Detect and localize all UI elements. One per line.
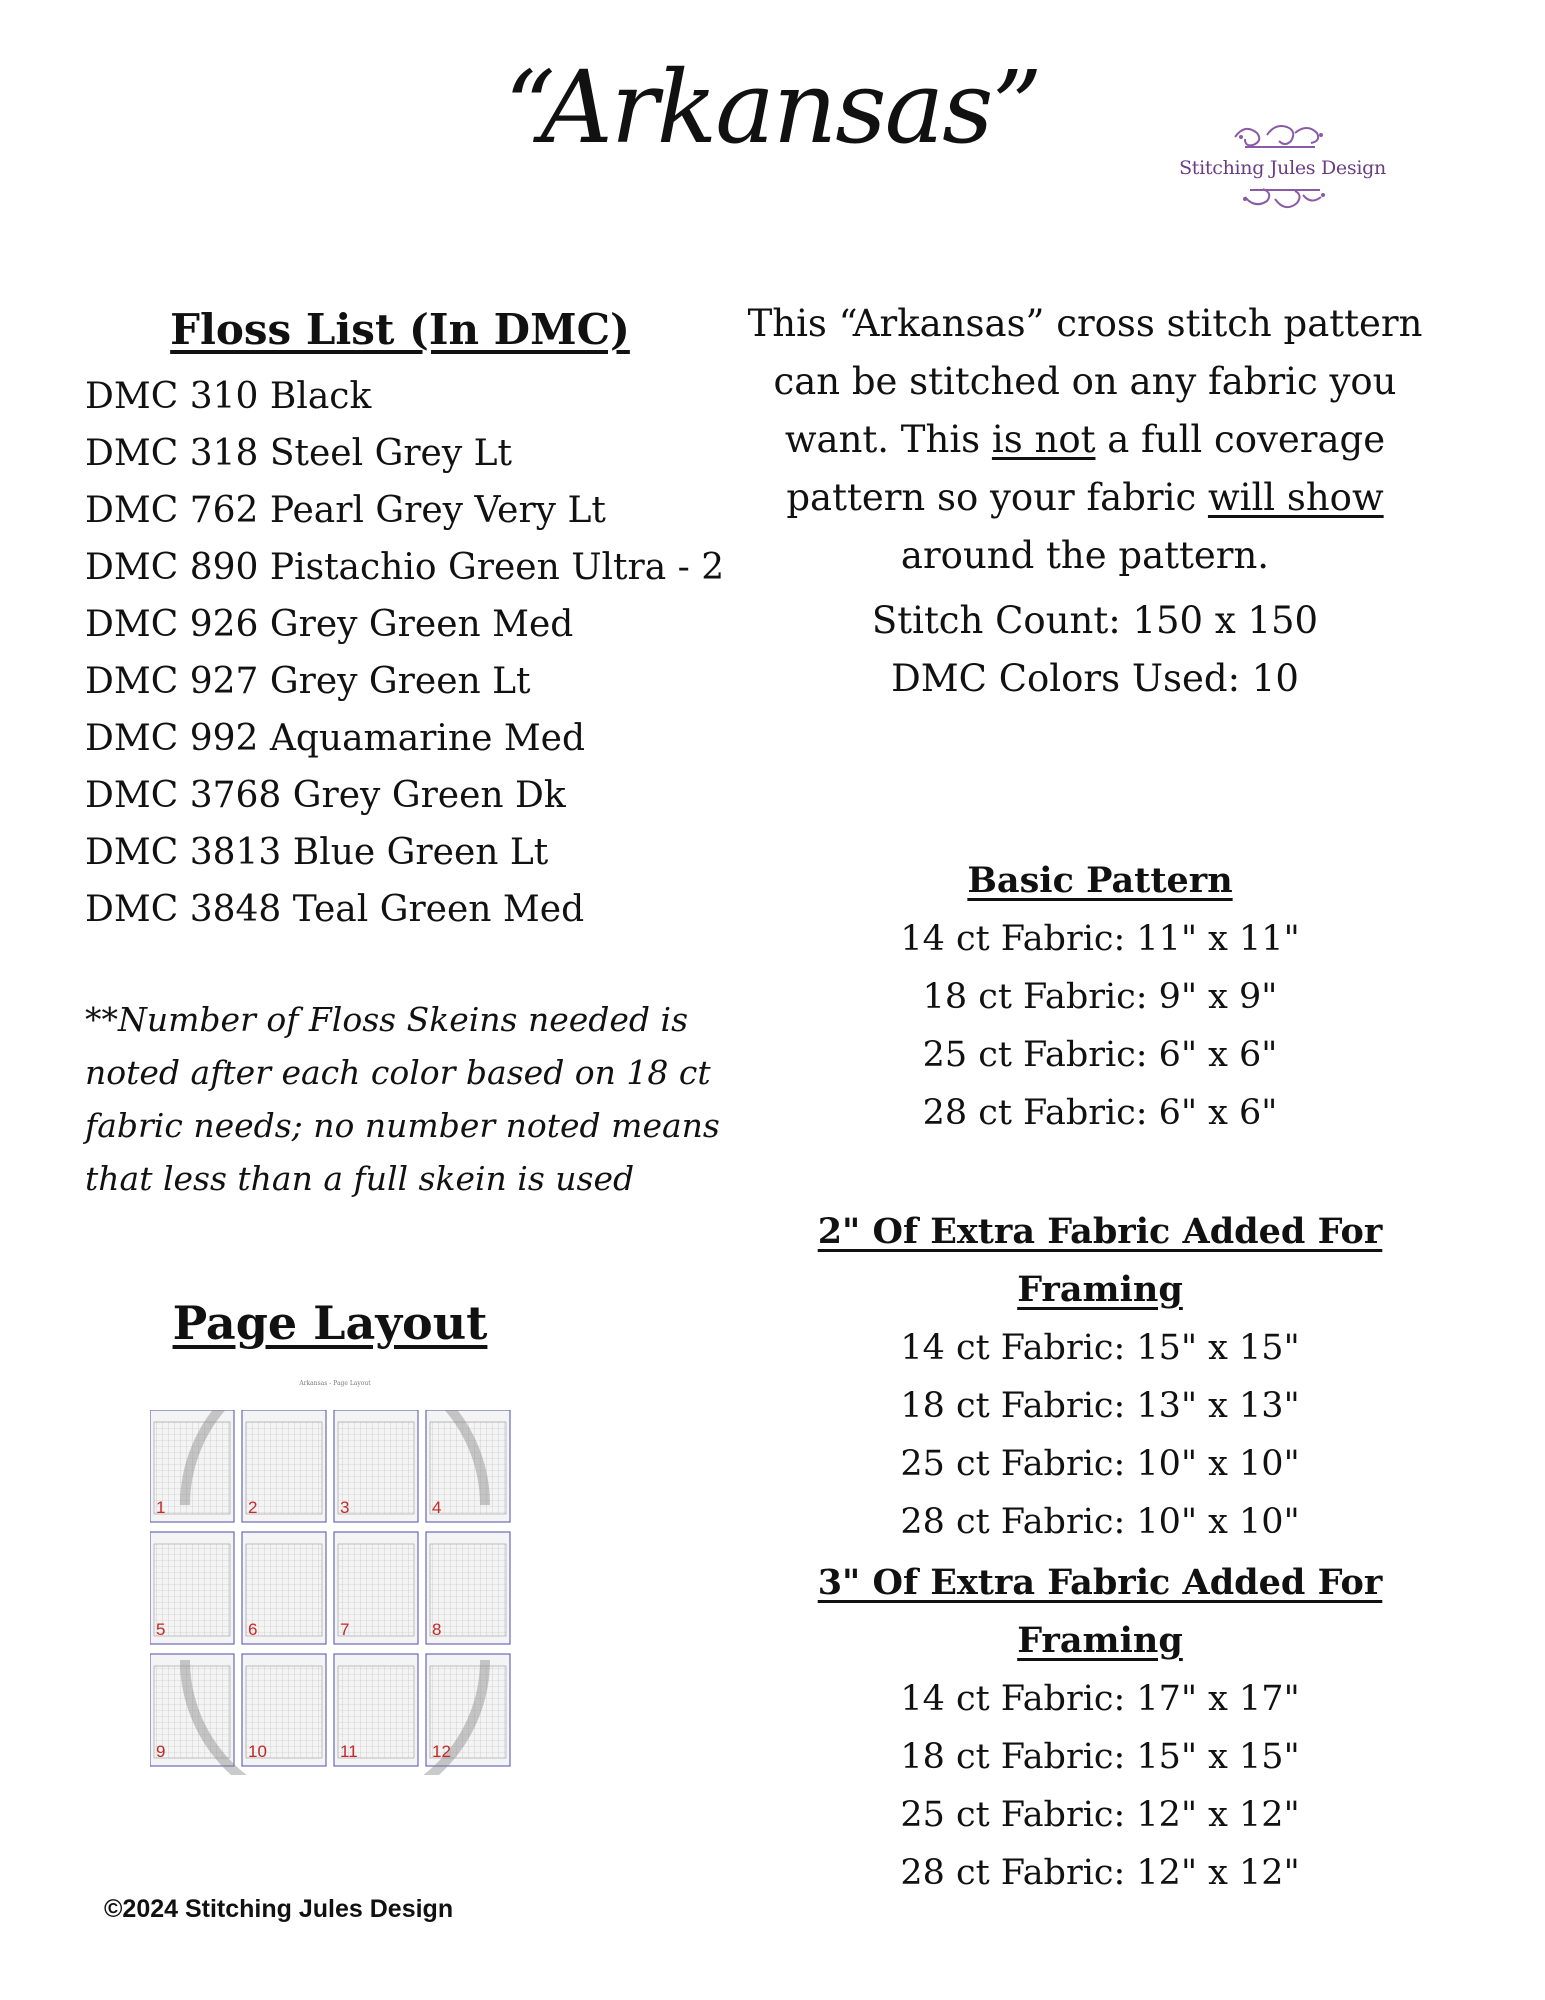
floss-item: DMC 318 Steel Grey Lt [85, 433, 512, 474]
size-row: 14 ct Fabric: 17" x 17" [900, 1679, 1300, 1719]
page-layout-thumbnails [150, 1410, 520, 1775]
logo-text: Stitching Jules Design [1179, 157, 1386, 179]
page-number: 2 [248, 1498, 258, 1517]
floss-item: DMC 890 Pistachio Green Ultra - 2 [85, 547, 725, 588]
intro-is-not: is not [991, 418, 1096, 461]
intro-will-show: will show [1207, 476, 1384, 519]
page-number: 1 [156, 1498, 166, 1517]
floss-item: DMC 310 Black [85, 376, 372, 417]
size-row: 25 ct Fabric: 12" x 12" [900, 1795, 1300, 1835]
page-number: 7 [340, 1620, 350, 1639]
extra-2in-heading: 2" Of Extra Fabric Added For Framing [817, 1211, 1383, 1310]
size-row: 14 ct Fabric: 11" x 11" [900, 919, 1300, 959]
skein-note: **Number of Floss Skeins needed is noted after each color based on 18 ct fabric needs; no number noted means that less than a full skein is used [85, 1000, 720, 1198]
brand-logo [1175, 115, 1390, 235]
intro-text-2: a full coverage pattern so your fabric [786, 418, 1386, 519]
floss-item: DMC 3813 Blue Green Lt [85, 832, 549, 873]
size-row: 25 ct Fabric: 10" x 10" [900, 1444, 1300, 1484]
page-number: 6 [248, 1620, 258, 1639]
extra-2in-section [740, 1203, 1460, 1551]
page-number: 10 [248, 1742, 267, 1761]
floss-item: DMC 992 Aquamarine Med [85, 718, 586, 759]
page-number: 4 [432, 1498, 442, 1517]
intro-text-1: This “Arkansas” cross stitch pattern can be stitched on any fabric you want. This [747, 302, 1423, 461]
floss-item: DMC 927 Grey Green Lt [85, 661, 531, 702]
size-row: 18 ct Fabric: 15" x 15" [900, 1737, 1300, 1777]
page-number: 11 [340, 1742, 358, 1761]
pattern-stats [820, 592, 1370, 708]
page-number: 12 [432, 1742, 451, 1761]
size-row: 28 ct Fabric: 6" x 6" [922, 1093, 1278, 1133]
floss-item: DMC 3848 Teal Green Med [85, 889, 585, 930]
page-number: 5 [156, 1620, 166, 1639]
floss-item: DMC 762 Pearl Grey Very Lt [85, 490, 606, 531]
floss-item: DMC 3768 Grey Green Dk [85, 775, 566, 816]
floss-list [85, 368, 724, 938]
extra-3in-section [740, 1554, 1460, 1902]
floss-item: DMC 926 Grey Green Med [85, 604, 574, 645]
size-row: 18 ct Fabric: 13" x 13" [900, 1386, 1300, 1426]
size-row: 18 ct Fabric: 9" x 9" [922, 977, 1278, 1017]
floss-list-heading: Floss List (In DMC) [170, 305, 630, 354]
size-row: 28 ct Fabric: 12" x 12" [900, 1853, 1300, 1893]
page-title: “Arkansas” [504, 49, 1041, 166]
extra-3in-heading: 3" Of Extra Fabric Added For Framing [817, 1562, 1383, 1661]
page-number: 8 [432, 1620, 442, 1639]
stitch-count: Stitch Count: 150 x 150 [871, 599, 1319, 642]
size-row: 28 ct Fabric: 10" x 10" [900, 1502, 1300, 1542]
page-layout-heading: Page Layout [172, 1296, 488, 1350]
page-number: 9 [156, 1742, 166, 1761]
basic-pattern-heading: Basic Pattern [967, 860, 1233, 901]
basic-pattern-section [740, 852, 1460, 1142]
page-layout-caption: Arkansas - Page Layout [299, 1380, 371, 1387]
colors-used: DMC Colors Used: 10 [891, 657, 1299, 700]
intro-paragraph [730, 295, 1440, 585]
intro-text-3: around the pattern. [900, 534, 1270, 577]
size-row: 25 ct Fabric: 6" x 6" [922, 1035, 1278, 1075]
copyright-footer: ©2024 Stitching Jules Design [104, 1895, 454, 1923]
size-row: 14 ct Fabric: 15" x 15" [900, 1328, 1300, 1368]
page-layout-grid [150, 1410, 520, 1775]
page-number: 3 [340, 1498, 350, 1517]
